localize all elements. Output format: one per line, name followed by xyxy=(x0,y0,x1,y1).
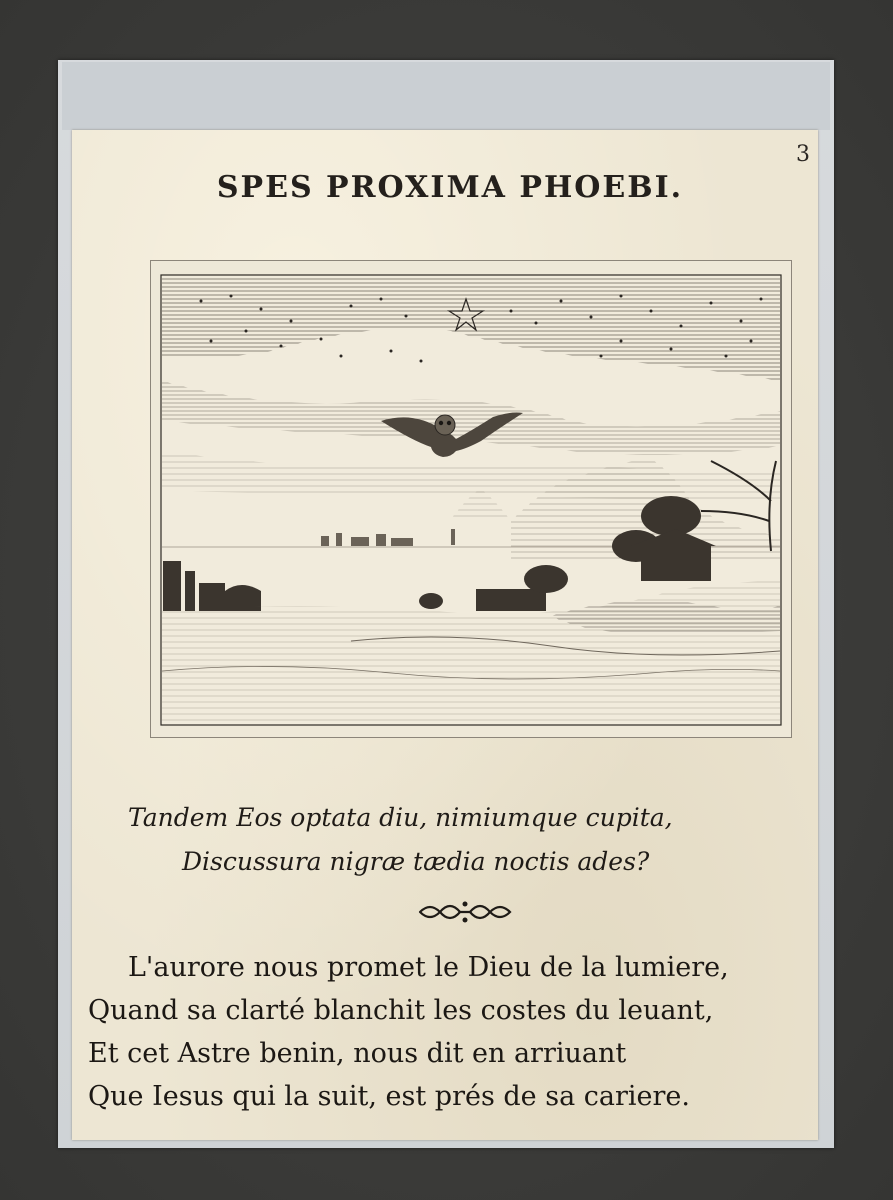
page-number: 3 xyxy=(796,142,810,167)
latin-verse xyxy=(110,796,800,884)
french-verse xyxy=(88,946,818,1118)
owl-night-landscape-engraving xyxy=(151,261,791,737)
french-line-1: L'aurore nous promet le Dieu de la lumiere, xyxy=(128,952,729,983)
tissue-hinge xyxy=(62,62,830,130)
french-line-3: Et cet Astre benin, nous dit en arriuant xyxy=(88,1038,627,1069)
french-line-4: Que Iesus qui la suit, est prés de sa cariere. xyxy=(88,1081,690,1112)
engraving-plate xyxy=(150,260,792,738)
french-line-2: Quand sa clarté blanchit les costes du leuant, xyxy=(88,995,714,1026)
latin-line-2: Discussura nigræ tædia noctis ades? xyxy=(182,847,650,876)
latin-line-1: Tandem Eos optata diu, nimiumque cupita, xyxy=(128,803,673,832)
page-title: SPES PROXIMA PHOEBI. xyxy=(216,170,684,205)
fleuron-icon xyxy=(410,892,520,932)
